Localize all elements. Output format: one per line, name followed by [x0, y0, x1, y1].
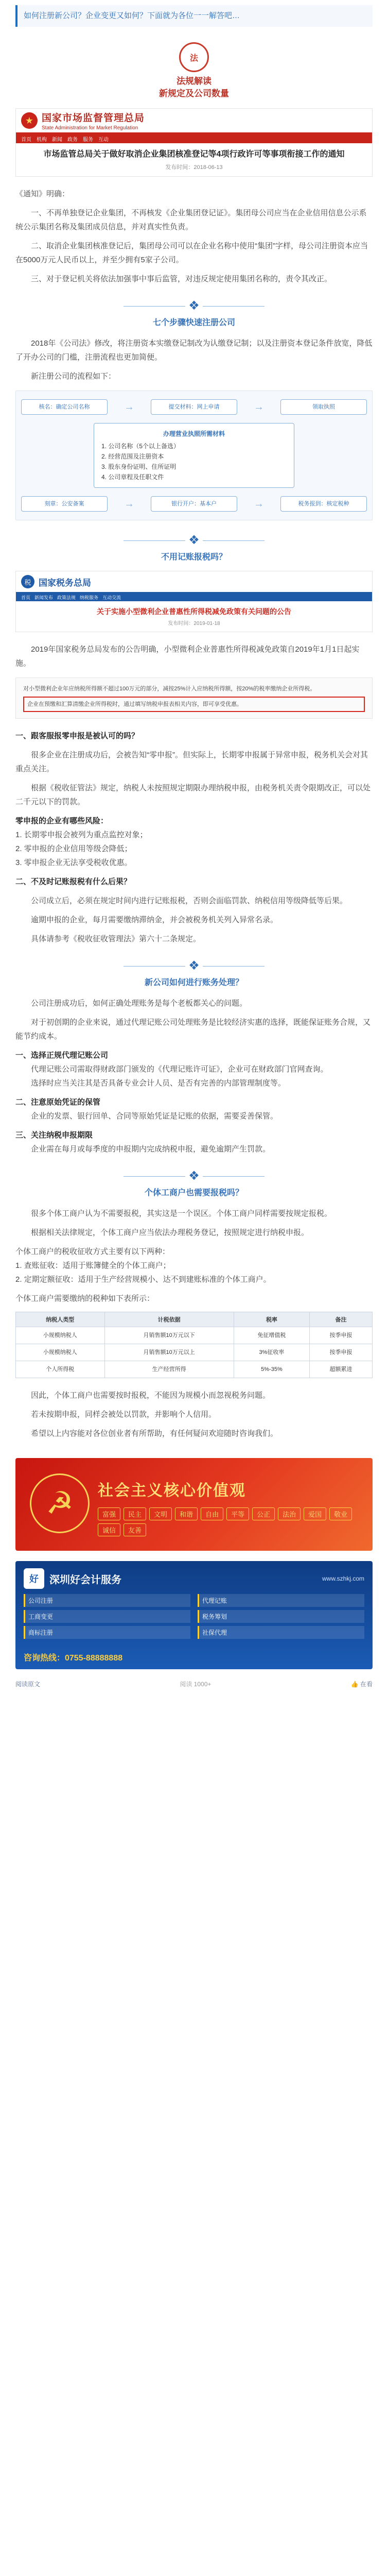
arrow-right-icon: → [254, 401, 264, 413]
view-count: 阅读 1000+ [180, 1681, 211, 1688]
section-heading: 七个步骤快速注册公司 [152, 318, 235, 327]
gov-name: 国家市场监督管理总局 [42, 113, 145, 124]
article-footer [15, 1680, 373, 1688]
table-row [16, 1361, 373, 1378]
flow-materials-title: 办理营业执照所需材料 [163, 430, 225, 437]
paragraph: 具体请参考《税收征收管理法》第六十二条规定。 [31, 935, 201, 943]
service-ad[interactable] [15, 1561, 373, 1669]
paragraph: 《通知》明确： [15, 190, 70, 198]
subheading: 三、关注纳税申报期限 [15, 1131, 93, 1140]
table-header: 税率 [234, 1312, 309, 1327]
paragraph: 企业的发票、银行回单、合同等原始凭证是记账的依据，需要妥善保管。 [31, 1112, 278, 1121]
table-header-row [16, 1312, 373, 1327]
national-emblem-icon: ★ [21, 112, 38, 129]
ad-service-item: 社保代理 [198, 1626, 364, 1639]
table-cell: 小规模纳税人 [16, 1344, 105, 1361]
policy-snippet [15, 677, 373, 719]
flow-step: 税务报到：核定税种 [280, 496, 367, 512]
paragraph: 根据《税收征管法》规定，纳税人未按照规定期限办理纳税申报，由税务机关责令限期改正，可以处二千元以下的罚款。 [15, 784, 371, 806]
paragraph: 三、对于登记机关将依法加强事中事后监管，对违反规定使用集团名称的，责令其改正。 [31, 275, 332, 283]
values-list [98, 1507, 365, 1536]
core-values-banner [15, 1458, 373, 1551]
gov-doc-meta: 发布时间：2018-06-13 [165, 164, 223, 171]
table-cell: 超额累进 [310, 1361, 373, 1378]
ad-services [15, 1592, 373, 1641]
table-row [16, 1327, 373, 1344]
brand-ring-icon: 法 [179, 42, 209, 72]
brand-line1: 法规解读 [177, 76, 211, 86]
table-header: 备注 [310, 1312, 373, 1327]
gov-nav-item[interactable]: 政务 [67, 137, 78, 143]
banner-title: 社会主义核心价值观 [98, 1482, 246, 1499]
subheading: 一、选择正规代理记账公司 [15, 1051, 109, 1060]
paragraph: 对于初创期的企业来说，通过代理记账公司处理账务是比较经济实惠的选择，既能保证账务合规，又能节约成本。 [15, 1018, 371, 1041]
gov-nav-item[interactable]: 机构 [37, 137, 47, 143]
gov-nav-item[interactable]: 新闻 [52, 137, 62, 143]
registration-flow-diagram [15, 391, 373, 520]
paragraph: 2. 零申报的企业信用等级会降低； [15, 844, 132, 853]
subheading: 二、不及时记账报税有什么后果？ [15, 877, 132, 886]
tax-banner [16, 571, 372, 593]
gov-doc-title: 市场监管总局关于做好取消企业集团核准登记等4项行政许可等事项衔接工作的通知 [43, 150, 345, 159]
ad-service-item: 工商变更 [24, 1610, 190, 1623]
diamond-icon: ❖ [188, 959, 200, 973]
section-divider [0, 299, 388, 313]
flow-material-item: 2. 经营范围及注册资本 [101, 453, 164, 460]
paragraph: 代理记账公司需取得财政部门颁发的《代理记账许可证》，企业可在财政部门官网查询。 [31, 1065, 328, 1074]
gov-sub: State Administration for Market Regulation [42, 125, 138, 131]
section-divider [0, 1170, 388, 1183]
snippet-line: 对小型微利企业年应纳税所得额不超过100万元的部分，减按25%计入应纳税所得额，按20%的税率缴纳企业所得税。 [23, 686, 316, 692]
table-cell: 月销售额10万元以上 [104, 1344, 234, 1361]
paragraph: 1. 长期零申报会被列为重点监控对象； [15, 831, 148, 839]
table-cell: 按季申报 [310, 1327, 373, 1344]
paragraph: 个体工商户的税收征收方式主要有以下两种： [15, 1247, 170, 1256]
gov-screenshot [15, 108, 373, 177]
section-heading: 不用记账报税吗？ [161, 553, 227, 562]
company-logo-icon: 好 [24, 1568, 44, 1589]
tax-doc-title: 关于实施小型微利企业普惠性所得税减免政策有关问题的公告 [97, 607, 291, 616]
flow-step: 提交材料：网上申请 [151, 399, 237, 415]
table-cell: 免征增值税 [234, 1327, 309, 1344]
subheading: 一、跟客服报零申报是被认可的吗？ [15, 732, 139, 740]
table-header: 纳税人类型 [16, 1312, 105, 1327]
flow-materials [94, 423, 294, 488]
flow-material-item: 1. 公司名称（5个以上备选） [101, 443, 180, 450]
tax-nav-item[interactable]: 政策法规 [57, 595, 76, 600]
value-tag: 和谐 [175, 1507, 198, 1520]
ad-phone[interactable]: 咨询热线：0755-88888888 [24, 1654, 123, 1663]
paragraph: 2. 定期定额征收：适用于生产经营规模小、达不到建账标准的个体工商户。 [15, 1275, 271, 1284]
value-tag: 公正 [252, 1507, 275, 1520]
like-button[interactable]: 👍 在看 [350, 1681, 373, 1688]
tax-nav-item[interactable]: 互动交流 [102, 595, 121, 600]
flow-step: 刻章：公安备案 [21, 496, 108, 512]
tax-nav-item[interactable]: 首页 [21, 595, 31, 600]
snippet-highlight: 企业在预缴和汇算清缴企业所得税时，通过填写纳税申报表相关内容，即可享受优惠。 [23, 697, 365, 712]
flow-step: 核名：确定公司名称 [21, 399, 108, 415]
party-emblem-icon: ☭ [30, 1473, 90, 1533]
tax-screenshot [15, 571, 373, 632]
table-row [16, 1344, 373, 1361]
value-tag: 敬业 [329, 1507, 352, 1520]
ad-service-item: 商标注册 [24, 1626, 190, 1639]
ad-service-item: 公司注册 [24, 1594, 190, 1607]
paragraph: 因此，个体工商户也需要按时报税，不能因为规模小而忽视税务问题。 [31, 1391, 271, 1400]
table-cell: 5%-35% [234, 1361, 309, 1378]
value-tag: 友善 [124, 1523, 146, 1536]
gov-nav-item[interactable]: 互动 [98, 137, 109, 143]
flow-step: 银行开户：基本户 [151, 496, 237, 512]
gov-nav-item[interactable]: 服务 [83, 137, 93, 143]
paragraph: 公司成立后，必须在规定时间内进行记账报税，否则会面临罚款、纳税信用等级降低等后果。 [31, 896, 348, 905]
table-header: 计税依据 [104, 1312, 234, 1327]
value-tag: 文明 [149, 1507, 172, 1520]
gov-banner [16, 109, 372, 134]
diamond-icon: ❖ [188, 1169, 200, 1183]
diamond-icon: ❖ [188, 533, 200, 547]
paragraph: 二、取消企业集团核准登记后，集团母公司可以在企业名称中使用“集团”字样，母公司注册资本应当在5000万元人民币以上，并至少拥有5家子公司。 [15, 242, 368, 264]
table-cell: 小规模纳税人 [16, 1327, 105, 1344]
arrow-right-icon: → [124, 498, 134, 510]
paragraph: 希望以上内容能对各位创业者有所帮助，有任何疑问欢迎随时咨询我们。 [31, 1429, 278, 1438]
paragraph: 若未按期申报，同样会被处以罚款，并影响个人信用。 [31, 1410, 217, 1419]
tax-nav-item[interactable]: 纳税服务 [80, 595, 99, 600]
gov-nav [16, 134, 372, 143]
tax-nav-item[interactable]: 新闻发布 [34, 595, 54, 600]
paragraph: 选择时应当关注其是否具备专业会计人员、是否有完善的内部管理制度等。 [31, 1079, 286, 1088]
paragraph: 零申报的企业有哪些风险： [15, 817, 109, 825]
value-tag: 爱国 [304, 1507, 326, 1520]
tax-name: 国家税务总局 [39, 578, 91, 588]
paragraph: 3. 零申报企业无法享受税收优惠。 [15, 858, 132, 867]
ad-service-item: 税务筹划 [198, 1610, 364, 1623]
section-heading: 个体工商户也需要报税吗？ [144, 1189, 243, 1197]
arrow-right-icon: → [124, 401, 134, 413]
flow-material-item: 3. 股东身份证明、住所证明 [101, 463, 177, 470]
table-cell: 个人所得税 [16, 1361, 105, 1378]
value-tag: 诚信 [98, 1523, 120, 1536]
paragraph: 很多个体工商户认为不需要报税，其实这是一个误区。个体工商户同样需要按规定报税。 [31, 1209, 332, 1218]
paragraph: 公司注册成功后，如何正确处理账务是每个老板都关心的问题。 [31, 999, 248, 1008]
arrow-right-icon: → [254, 498, 264, 510]
tax-doc-meta: 发布时间：2019-01-18 [168, 621, 220, 626]
paragraph: 新注册公司的流程如下： [31, 372, 116, 381]
paragraph: 个体工商户需要缴纳的税种如下表所示： [15, 1294, 155, 1303]
tax-emblem-icon: 税 [21, 575, 34, 588]
paragraph: 1. 查账征收：适用于账簿健全的个体工商户； [15, 1261, 171, 1270]
table-cell: 按季申报 [310, 1344, 373, 1361]
intro-quote: 如何注册新公司？企业变更又如何？下面就为各位一一解答吧… [15, 5, 373, 27]
value-tag: 法治 [278, 1507, 301, 1520]
tax-nav [16, 593, 372, 601]
value-tag: 富强 [98, 1507, 120, 1520]
subheading: 二、注意原始凭证的保管 [15, 1098, 101, 1107]
tax-rate-table [15, 1312, 373, 1378]
table-cell: 月销售额10万元以下 [104, 1327, 234, 1344]
value-tag: 平等 [226, 1507, 249, 1520]
read-original-link[interactable]: 阅读原文 [15, 1681, 41, 1688]
paragraph: 一、不再单独登记企业集团，不再核发《企业集团登记证》。集团母公司应当在企业信用信息公示系统公示集团名称及集团成员信息，并对真实性负责。 [15, 209, 367, 231]
table-cell: 生产经营所得 [104, 1361, 234, 1378]
paragraph: 2019年国家税务总局发布的公告明确，小型微利企业普惠性所得税减免政策自2019年1月1日起实施。 [15, 645, 360, 668]
section-heading: 新公司如何进行账务处理？ [144, 978, 243, 987]
ad-service-item: 代理记账 [198, 1594, 364, 1607]
flow-step: 领取执照 [280, 399, 367, 415]
table-cell: 3%征收率 [234, 1344, 309, 1361]
paragraph: 根据相关法律规定，个体工商户应当依法办理税务登记，按照规定进行纳税申报。 [31, 1228, 309, 1237]
ad-url[interactable]: www.szhkj.com [322, 1575, 364, 1582]
section-divider [0, 959, 388, 973]
gov-nav-item[interactable]: 首页 [21, 137, 31, 143]
section-divider [0, 534, 388, 547]
ad-brand: 深圳好会计服务 [49, 1574, 121, 1586]
value-tag: 民主 [124, 1507, 146, 1520]
value-tag: 自由 [201, 1507, 223, 1520]
paragraph: 企业需在每月或每季度的申报期内完成纳税申报，避免逾期产生罚款。 [31, 1145, 271, 1154]
paragraph: 2018年《公司法》修改，将注册资本实缴登记制改为认缴登记制；以及注册资本登记条件放宽，降低了开办公司的门槛，注册流程也更加简便。 [15, 339, 373, 362]
brand-line2: 新规定及公司数量 [159, 89, 229, 98]
paragraph: 很多企业在注册成功后，会被告知“零申报”。但实际上，长期零申报属于异常申报，税务机关会对其重点关注。 [15, 751, 368, 773]
diamond-icon: ❖ [188, 299, 200, 313]
flow-material-item: 4. 公司章程及任职文件 [101, 473, 164, 481]
paragraph: 逾期申报的企业，每月需要缴纳滞纳金，并会被税务机关列入异常名录。 [31, 916, 278, 924]
